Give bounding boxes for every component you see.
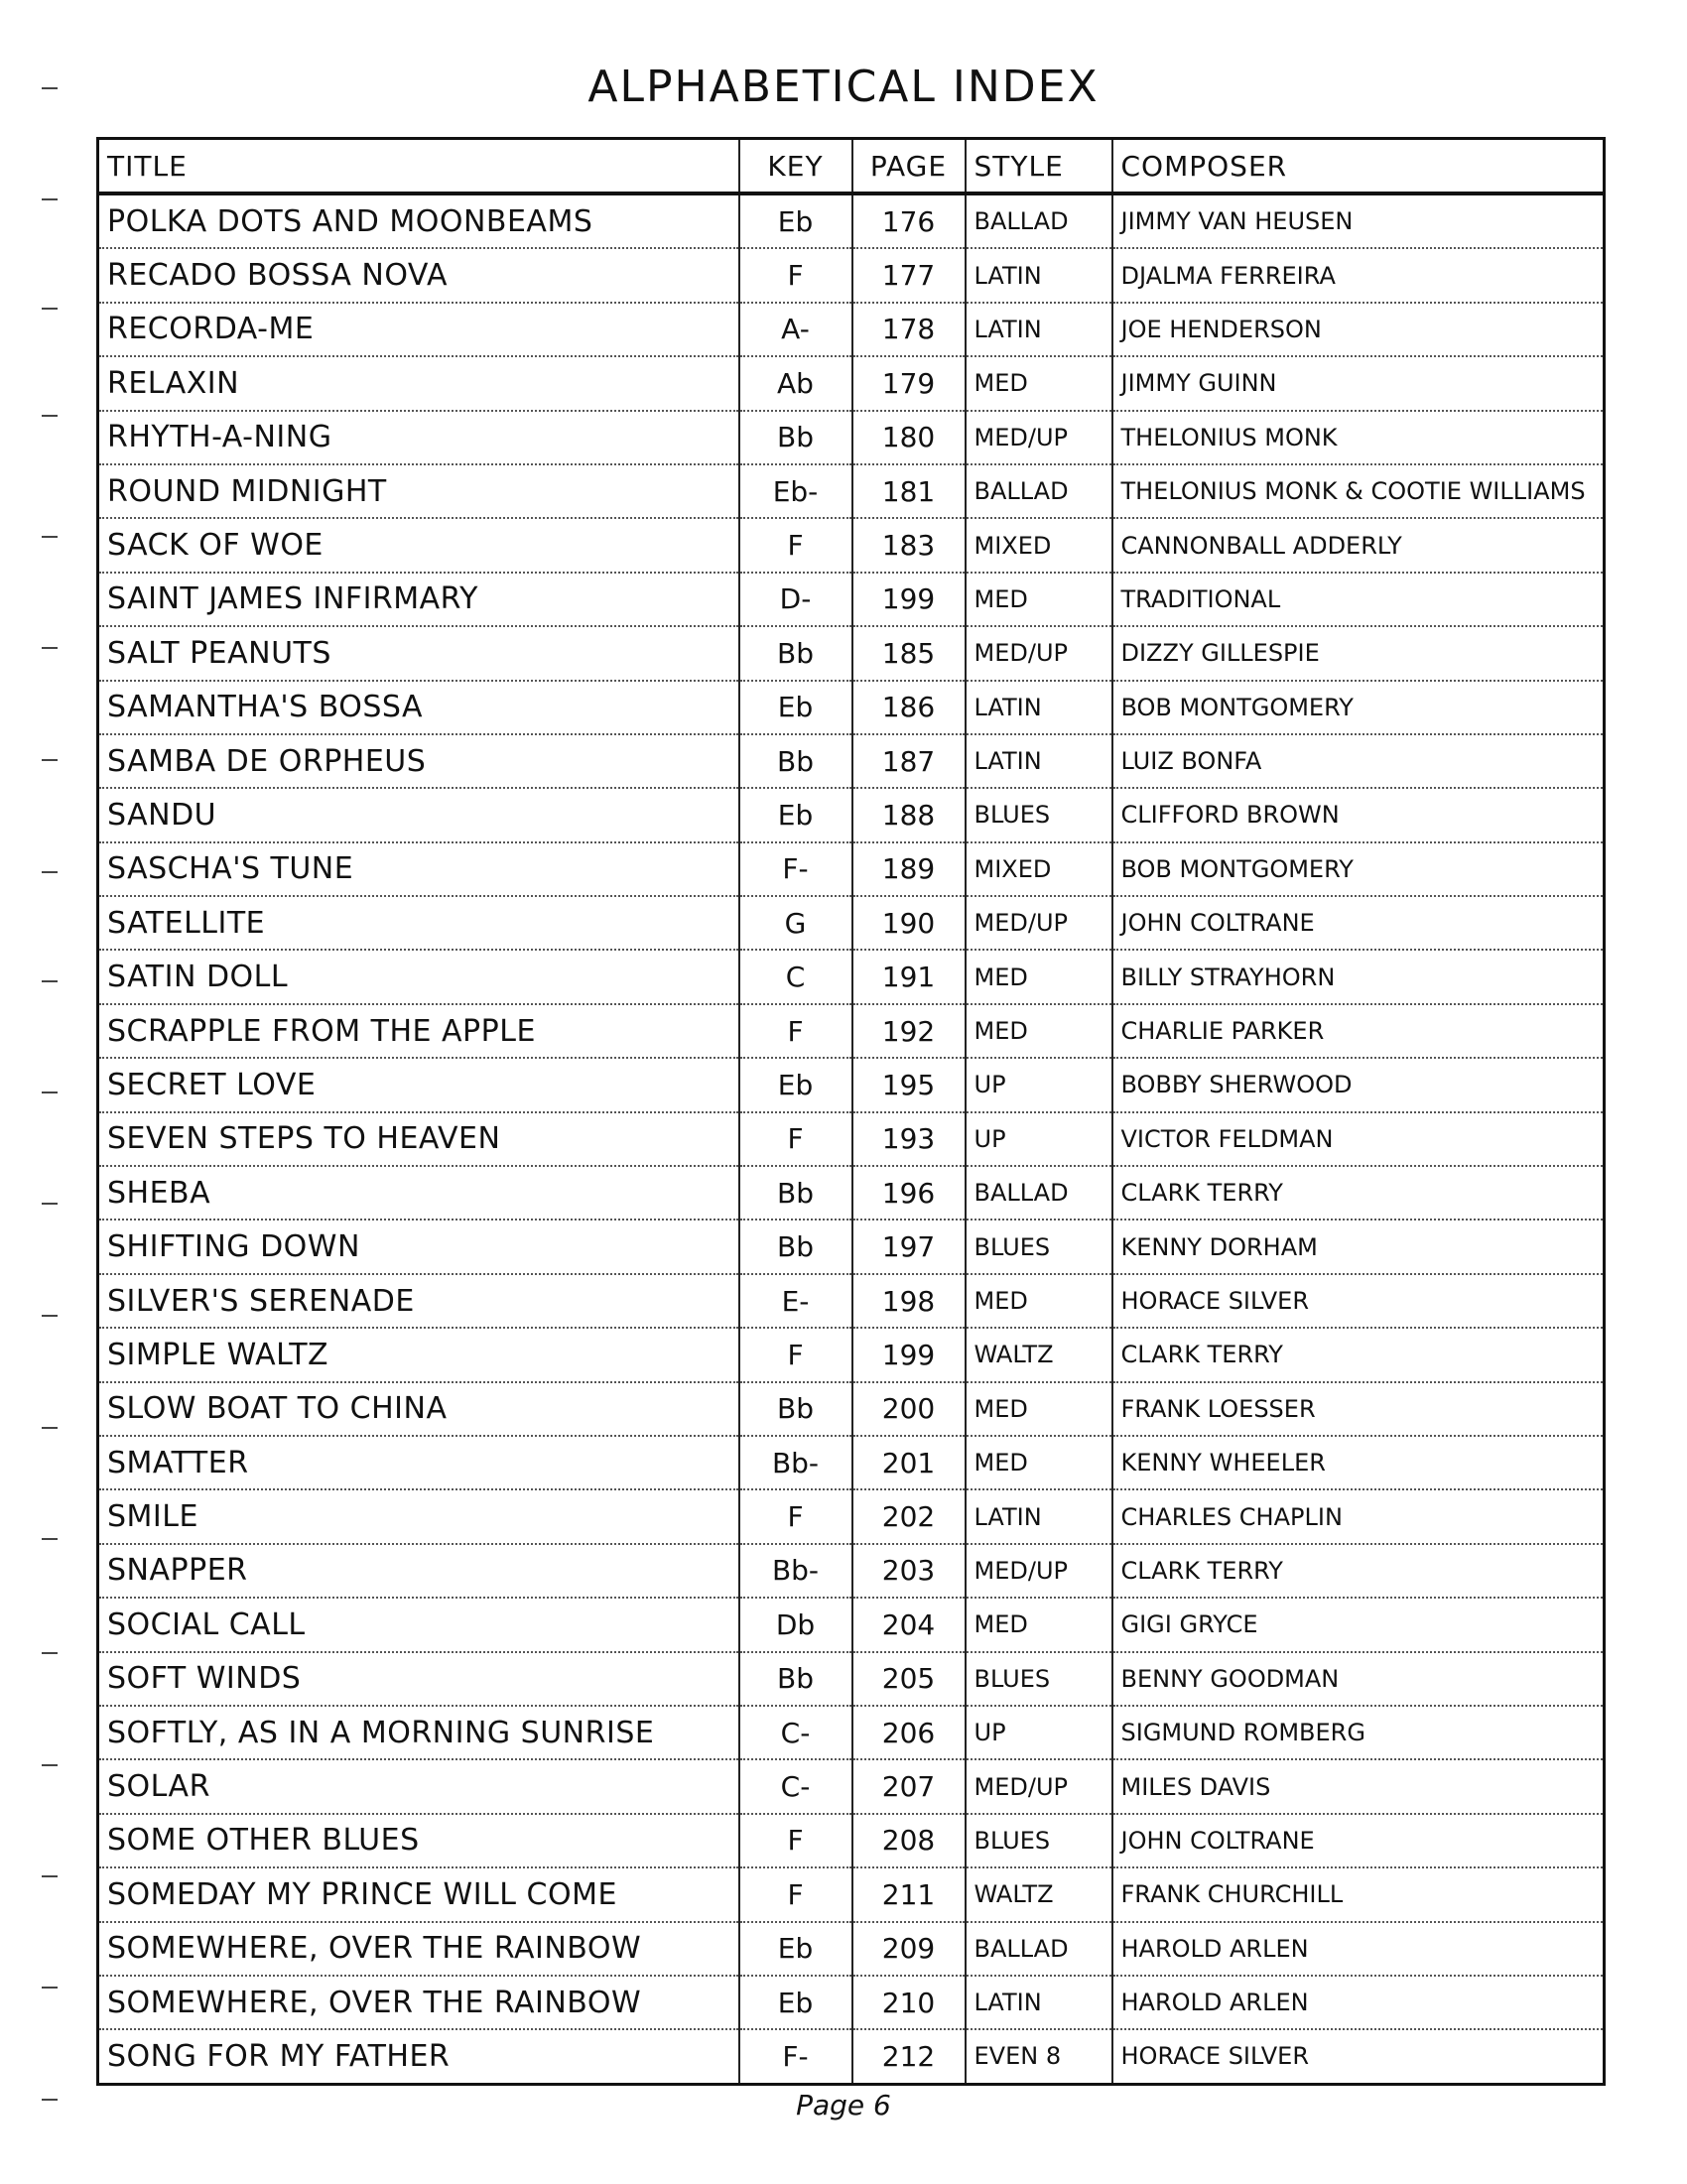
- cell-title: SOFT WINDS: [98, 1652, 739, 1706]
- cell-title: SALT PEANUTS: [98, 626, 739, 680]
- cell-page: 189: [852, 842, 966, 896]
- cell-composer: DJALMA FERREIRA: [1112, 248, 1605, 302]
- cell-page: 206: [852, 1706, 966, 1759]
- cell-key: F: [739, 248, 852, 302]
- column-header-style: STYLE: [966, 139, 1112, 194]
- column-header-page: PAGE: [852, 139, 966, 194]
- cell-composer: SIGMUND ROMBERG: [1112, 1706, 1605, 1759]
- table-row: [98, 626, 1605, 680]
- cell-composer: CLIFFORD BROWN: [1112, 788, 1605, 841]
- cell-key: F: [739, 1489, 852, 1543]
- cell-composer: JOHN COLTRANE: [1112, 1814, 1605, 1867]
- table-row: [98, 1759, 1605, 1813]
- cell-key: Bb: [739, 1382, 852, 1436]
- table-row: [98, 464, 1605, 518]
- cell-composer: KENNY DORHAM: [1112, 1220, 1605, 1273]
- cell-style: MED: [966, 1436, 1112, 1489]
- cell-composer: CHARLIE PARKER: [1112, 1004, 1605, 1058]
- cell-style: MED/UP: [966, 411, 1112, 464]
- column-header-key: KEY: [739, 139, 852, 194]
- cell-page: 211: [852, 1867, 966, 1921]
- cell-key: Bb: [739, 626, 852, 680]
- cell-style: LATIN: [966, 681, 1112, 734]
- cell-style: UP: [966, 1706, 1112, 1759]
- cell-style: BLUES: [966, 1220, 1112, 1273]
- cell-style: MED: [966, 1382, 1112, 1436]
- cell-key: F-: [739, 842, 852, 896]
- cell-page: 188: [852, 788, 966, 841]
- cell-title: SHIFTING DOWN: [98, 1220, 739, 1273]
- cell-style: MIXED: [966, 842, 1112, 896]
- cell-composer: JIMMY VAN HEUSEN: [1112, 193, 1605, 248]
- cell-key: Bb: [739, 1652, 852, 1706]
- cell-title: SOMEWHERE, OVER THE RAINBOW: [98, 1922, 739, 1976]
- cell-key: F: [739, 1004, 852, 1058]
- cell-composer: KENNY WHEELER: [1112, 1436, 1605, 1489]
- cell-composer: CLARK TERRY: [1112, 1328, 1605, 1381]
- cell-style: UP: [966, 1058, 1112, 1111]
- cell-page: 181: [852, 464, 966, 518]
- cell-composer: BILLY STRAYHORN: [1112, 950, 1605, 1003]
- cell-key: F: [739, 518, 852, 572]
- cell-title: SILVER'S SERENADE: [98, 1274, 739, 1328]
- cell-key: Eb: [739, 788, 852, 841]
- cell-key: Bb-: [739, 1544, 852, 1598]
- table-row: [98, 303, 1605, 356]
- table-row: [98, 1274, 1605, 1328]
- cell-style: LATIN: [966, 734, 1112, 788]
- table-row: [98, 1706, 1605, 1759]
- cell-key: Bb: [739, 1166, 852, 1220]
- cell-style: MED: [966, 1274, 1112, 1328]
- cell-style: BALLAD: [966, 1922, 1112, 1976]
- cell-style: LATIN: [966, 303, 1112, 356]
- cell-title: ROUND MIDNIGHT: [98, 464, 739, 518]
- cell-composer: CLARK TERRY: [1112, 1166, 1605, 1220]
- cell-composer: CLARK TERRY: [1112, 1544, 1605, 1598]
- cell-page: 192: [852, 1004, 966, 1058]
- cell-page: 197: [852, 1220, 966, 1273]
- table-row: [98, 518, 1605, 572]
- cell-page: 185: [852, 626, 966, 680]
- cell-page: 190: [852, 896, 966, 950]
- cell-key: A-: [739, 303, 852, 356]
- cell-page: 209: [852, 1922, 966, 1976]
- table-row: [98, 950, 1605, 1003]
- cell-composer: HORACE SILVER: [1112, 1274, 1605, 1328]
- cell-key: Eb: [739, 681, 852, 734]
- cell-title: RECORDA-ME: [98, 303, 739, 356]
- cell-page: 179: [852, 356, 966, 410]
- table-row: [98, 1058, 1605, 1111]
- cell-page: 199: [852, 573, 966, 626]
- cell-title: SIMPLE WALTZ: [98, 1328, 739, 1381]
- cell-composer: BOB MONTGOMERY: [1112, 681, 1605, 734]
- cell-title: SONG FOR MY FATHER: [98, 2029, 739, 2084]
- cell-style: MED: [966, 1004, 1112, 1058]
- cell-title: SOLAR: [98, 1759, 739, 1813]
- cell-title: SACK OF WOE: [98, 518, 739, 572]
- cell-page: 208: [852, 1814, 966, 1867]
- cell-title: SOFTLY, AS IN A MORNING SUNRISE: [98, 1706, 739, 1759]
- cell-style: BALLAD: [966, 464, 1112, 518]
- cell-key: Eb-: [739, 464, 852, 518]
- table-row: [98, 1436, 1605, 1489]
- cell-composer: THELONIUS MONK: [1112, 411, 1605, 464]
- page-title: ALPHABETICAL INDEX: [587, 62, 1100, 112]
- cell-style: BLUES: [966, 1814, 1112, 1867]
- cell-key: F: [739, 1867, 852, 1921]
- cell-style: MED/UP: [966, 1544, 1112, 1598]
- cell-page: 205: [852, 1652, 966, 1706]
- cell-key: Bb-: [739, 1436, 852, 1489]
- table-row: [98, 1867, 1605, 1921]
- cell-composer: CHARLES CHAPLIN: [1112, 1489, 1605, 1543]
- cell-page: 198: [852, 1274, 966, 1328]
- cell-title: SATIN DOLL: [98, 950, 739, 1003]
- cell-style: MED: [966, 356, 1112, 410]
- cell-composer: HAROLD ARLEN: [1112, 1922, 1605, 1976]
- cell-title: RECADO BOSSA NOVA: [98, 248, 739, 302]
- cell-page: 193: [852, 1112, 966, 1166]
- cell-page: 178: [852, 303, 966, 356]
- table-row: [98, 248, 1605, 302]
- table-row: [98, 734, 1605, 788]
- cell-title: SOME OTHER BLUES: [98, 1814, 739, 1867]
- cell-style: MIXED: [966, 518, 1112, 572]
- cell-composer: CANNONBALL ADDERLY: [1112, 518, 1605, 572]
- cell-title: SEVEN STEPS TO HEAVEN: [98, 1112, 739, 1166]
- cell-title: SAMBA DE ORPHEUS: [98, 734, 739, 788]
- table-row: [98, 788, 1605, 841]
- cell-composer: THELONIUS MONK & COOTIE WILLIAMS: [1112, 464, 1605, 518]
- cell-key: G: [739, 896, 852, 950]
- table-header-row: [98, 139, 1605, 194]
- cell-key: Eb: [739, 1922, 852, 1976]
- cell-page: 200: [852, 1382, 966, 1436]
- cell-style: MED/UP: [966, 626, 1112, 680]
- cell-page: 195: [852, 1058, 966, 1111]
- table-row: [98, 411, 1605, 464]
- table-row: [98, 681, 1605, 734]
- cell-key: Bb: [739, 734, 852, 788]
- cell-composer: JOHN COLTRANE: [1112, 896, 1605, 950]
- cell-page: 176: [852, 193, 966, 248]
- cell-key: C-: [739, 1706, 852, 1759]
- cell-title: SAINT JAMES INFIRMARY: [98, 573, 739, 626]
- table-row: [98, 1814, 1605, 1867]
- cell-style: EVEN 8: [966, 2029, 1112, 2084]
- cell-style: BLUES: [966, 788, 1112, 841]
- cell-composer: BENNY GOODMAN: [1112, 1652, 1605, 1706]
- cell-page: 196: [852, 1166, 966, 1220]
- cell-composer: DIZZY GILLESPIE: [1112, 626, 1605, 680]
- cell-style: UP: [966, 1112, 1112, 1166]
- cell-composer: JIMMY GUINN: [1112, 356, 1605, 410]
- table-row: [98, 1544, 1605, 1598]
- cell-title: RELAXIN: [98, 356, 739, 410]
- page-number: Page 6: [796, 2089, 891, 2121]
- cell-title: SCRAPPLE FROM THE APPLE: [98, 1004, 739, 1058]
- cell-title: SMILE: [98, 1489, 739, 1543]
- cell-style: MED/UP: [966, 1759, 1112, 1813]
- index-table: [96, 137, 1606, 2086]
- cell-title: SANDU: [98, 788, 739, 841]
- cell-key: F: [739, 1328, 852, 1381]
- cell-title: SOCIAL CALL: [98, 1598, 739, 1651]
- cell-title: POLKA DOTS AND MOONBEAMS: [98, 193, 739, 248]
- cell-key: Ab: [739, 356, 852, 410]
- cell-page: 177: [852, 248, 966, 302]
- cell-title: SHEBA: [98, 1166, 739, 1220]
- cell-style: MED: [966, 950, 1112, 1003]
- cell-style: LATIN: [966, 1489, 1112, 1543]
- cell-key: Bb: [739, 411, 852, 464]
- table-row: [98, 1220, 1605, 1273]
- table-row: [98, 2029, 1605, 2084]
- cell-title: SOMEWHERE, OVER THE RAINBOW: [98, 1976, 739, 2029]
- cell-page: 191: [852, 950, 966, 1003]
- cell-page: 203: [852, 1544, 966, 1598]
- cell-page: 202: [852, 1489, 966, 1543]
- table-row: [98, 1976, 1605, 2029]
- cell-key: F-: [739, 2029, 852, 2084]
- cell-page: 207: [852, 1759, 966, 1813]
- cell-page: 210: [852, 1976, 966, 2029]
- table-row: [98, 1004, 1605, 1058]
- column-header-composer: COMPOSER: [1112, 139, 1605, 194]
- table-row: [98, 1598, 1605, 1651]
- table-row: [98, 896, 1605, 950]
- column-header-title: TITLE: [98, 139, 739, 194]
- cell-style: BALLAD: [966, 193, 1112, 248]
- cell-key: F: [739, 1112, 852, 1166]
- cell-composer: FRANK CHURCHILL: [1112, 1867, 1605, 1921]
- cell-page: 199: [852, 1328, 966, 1381]
- cell-page: 212: [852, 2029, 966, 2084]
- cell-page: 186: [852, 681, 966, 734]
- cell-style: MED/UP: [966, 896, 1112, 950]
- cell-composer: GIGI GRYCE: [1112, 1598, 1605, 1651]
- cell-composer: FRANK LOESSER: [1112, 1382, 1605, 1436]
- cell-title: SNAPPER: [98, 1544, 739, 1598]
- cell-key: F: [739, 1814, 852, 1867]
- cell-style: LATIN: [966, 1976, 1112, 2029]
- cell-composer: JOE HENDERSON: [1112, 303, 1605, 356]
- cell-key: D-: [739, 573, 852, 626]
- cell-key: C: [739, 950, 852, 1003]
- cell-page: 204: [852, 1598, 966, 1651]
- cell-key: C-: [739, 1759, 852, 1813]
- cell-style: WALTZ: [966, 1867, 1112, 1921]
- cell-title: SECRET LOVE: [98, 1058, 739, 1111]
- cell-key: Bb: [739, 1220, 852, 1273]
- table-row: [98, 193, 1605, 248]
- cell-page: 183: [852, 518, 966, 572]
- cell-title: SLOW BOAT TO CHINA: [98, 1382, 739, 1436]
- cell-style: MED: [966, 573, 1112, 626]
- cell-key: Eb: [739, 193, 852, 248]
- cell-composer: BOB MONTGOMERY: [1112, 842, 1605, 896]
- cell-composer: MILES DAVIS: [1112, 1759, 1605, 1813]
- cell-composer: HAROLD ARLEN: [1112, 1976, 1605, 2029]
- table-row: [98, 1652, 1605, 1706]
- cell-title: SOMEDAY MY PRINCE WILL COME: [98, 1867, 739, 1921]
- cell-key: Eb: [739, 1058, 852, 1111]
- table-row: [98, 1328, 1605, 1381]
- cell-style: BLUES: [966, 1652, 1112, 1706]
- cell-composer: LUIZ BONFA: [1112, 734, 1605, 788]
- cell-title: SAMANTHA'S BOSSA: [98, 681, 739, 734]
- table-row: [98, 1166, 1605, 1220]
- cell-title: SASCHA'S TUNE: [98, 842, 739, 896]
- cell-key: E-: [739, 1274, 852, 1328]
- cell-key: Eb: [739, 1976, 852, 2029]
- table-row: [98, 1112, 1605, 1166]
- cell-composer: BOBBY SHERWOOD: [1112, 1058, 1605, 1111]
- cell-page: 180: [852, 411, 966, 464]
- cell-title: RHYTH-A-NING: [98, 411, 739, 464]
- cell-title: SMATTER: [98, 1436, 739, 1489]
- table-row: [98, 1922, 1605, 1976]
- cell-composer: HORACE SILVER: [1112, 2029, 1605, 2084]
- cell-page: 187: [852, 734, 966, 788]
- cell-key: Db: [739, 1598, 852, 1651]
- cell-style: BALLAD: [966, 1166, 1112, 1220]
- cell-style: WALTZ: [966, 1328, 1112, 1381]
- table-row: [98, 842, 1605, 896]
- cell-composer: TRADITIONAL: [1112, 573, 1605, 626]
- cell-composer: VICTOR FELDMAN: [1112, 1112, 1605, 1166]
- table-row: [98, 356, 1605, 410]
- cell-style: MED: [966, 1598, 1112, 1651]
- table-row: [98, 1489, 1605, 1543]
- cell-title: SATELLITE: [98, 896, 739, 950]
- cell-page: 201: [852, 1436, 966, 1489]
- cell-style: LATIN: [966, 248, 1112, 302]
- table-row: [98, 1382, 1605, 1436]
- table-row: [98, 573, 1605, 626]
